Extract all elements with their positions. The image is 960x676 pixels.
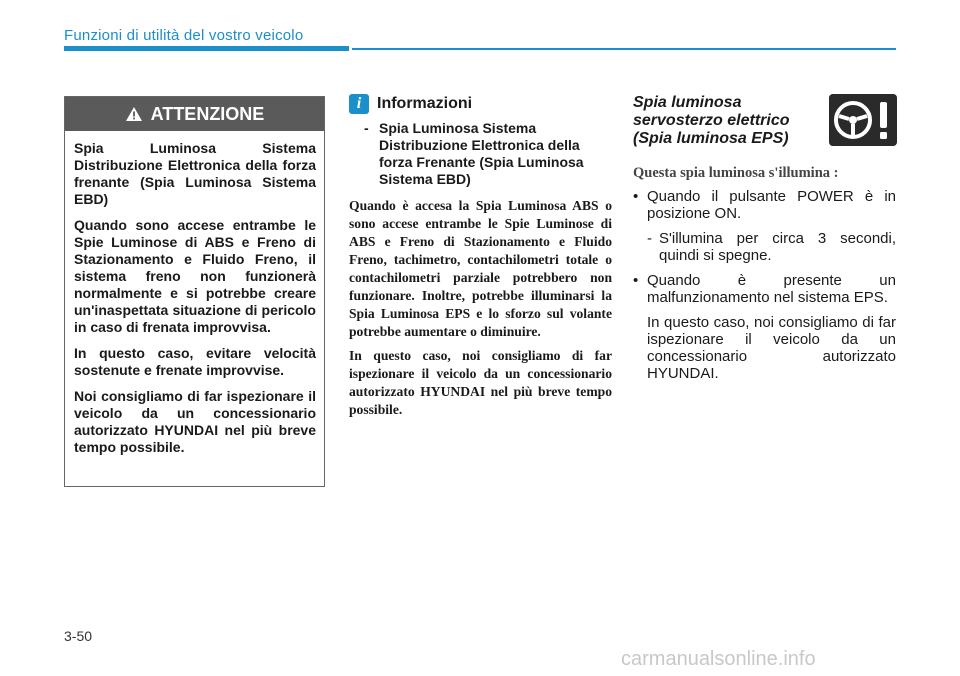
info-header <box>349 94 612 114</box>
info-icon: i <box>349 94 369 114</box>
page-number: 3-50 <box>64 628 93 644</box>
warning-triangle-icon <box>125 106 143 122</box>
warning-header <box>65 97 324 131</box>
bullet-text: Quando è presente un malfunzionamento nel sistema EPS. <box>647 272 896 306</box>
warning-title: ATTENZIONE <box>150 103 265 124</box>
dash-mark: - <box>364 120 369 136</box>
section-title: Funzioni di utilità del vostro veicolo <box>64 27 304 44</box>
dash-mark: - <box>647 230 652 247</box>
info-sub-item <box>364 120 612 188</box>
steering-warning-icon <box>829 94 897 146</box>
bullet-text: Quando il pulsante POWER è in posizione ON. <box>647 188 896 222</box>
info-section <box>349 94 612 419</box>
warning-paragraph: Noi consigliamo di far ispezionare il veicolo da un concessionario autorizzato HYUNDAI nel più breve tempo possibile. <box>74 388 316 455</box>
warning-paragraph: Quando sono accese entrambe le Spie Luminose di ABS e Freno di Stazionamento e Fluido Freno, il sistema freno non funzionerà normalmente e si potrebbe creare un'inaspettata situazione di pericolo in caso di frenata improvvisa. <box>74 217 316 335</box>
info-title: Informazioni <box>377 95 473 112</box>
info-paragraph: In questo caso, noi consigliamo di far ispezionare il veicolo da un concessionario autorizzato HYUNDAI nel più breve tempo possibile. <box>349 348 612 417</box>
warning-paragraph: Spia Luminosa Sistema Distribuzione Elettronica della forza frenante (Spia Luminosa Sistema EBD) <box>74 140 316 207</box>
eps-section <box>633 94 896 382</box>
eps-title: Spia luminosa servosterzo elettrico (Spia luminosa EPS) <box>633 94 790 147</box>
eps-lights-heading: Questa spia luminosa s'illumina : <box>633 165 839 181</box>
bullet-mark: • <box>633 188 639 205</box>
info-paragraph: Quando è accesa la Spia Luminosa ABS o sono accese entrambe le Spie Luminose di ABS e Freno di Stazionamento e Fluido Freno, tachimetro, contachilometri totale o contachilometri parziale potrebbero non funzionare. Inoltre, potrebbe illuminarsi la Spia Luminosa EPS e lo sforzo sul volante potrebbe aumentare o diminuire. <box>349 198 612 339</box>
bullet-mark: • <box>633 272 639 289</box>
header-rule-thin <box>352 48 896 50</box>
warning-body <box>65 131 324 456</box>
info-sub-text: Spia Luminosa Sistema Distribuzione Elettronica della forza Frenante (Spia Luminosa Sistema EBD) <box>379 120 584 187</box>
list-item <box>633 188 896 222</box>
sub-item-text: S'illumina per circa 3 secondi, quindi si spegne. <box>659 230 896 264</box>
warning-box <box>64 96 325 487</box>
watermark: carmanualsonline.info <box>621 648 816 670</box>
header-rule-thick <box>64 46 349 51</box>
follow-paragraph: In questo caso, noi consigliamo di far ispezionare il veicolo da un concessionario autorizzato HYUNDAI. <box>647 314 896 382</box>
list-item <box>633 272 896 306</box>
warning-paragraph: In questo caso, evitare velocità sostenute e frenate improvvise. <box>74 345 316 378</box>
sub-list-item <box>647 230 896 264</box>
